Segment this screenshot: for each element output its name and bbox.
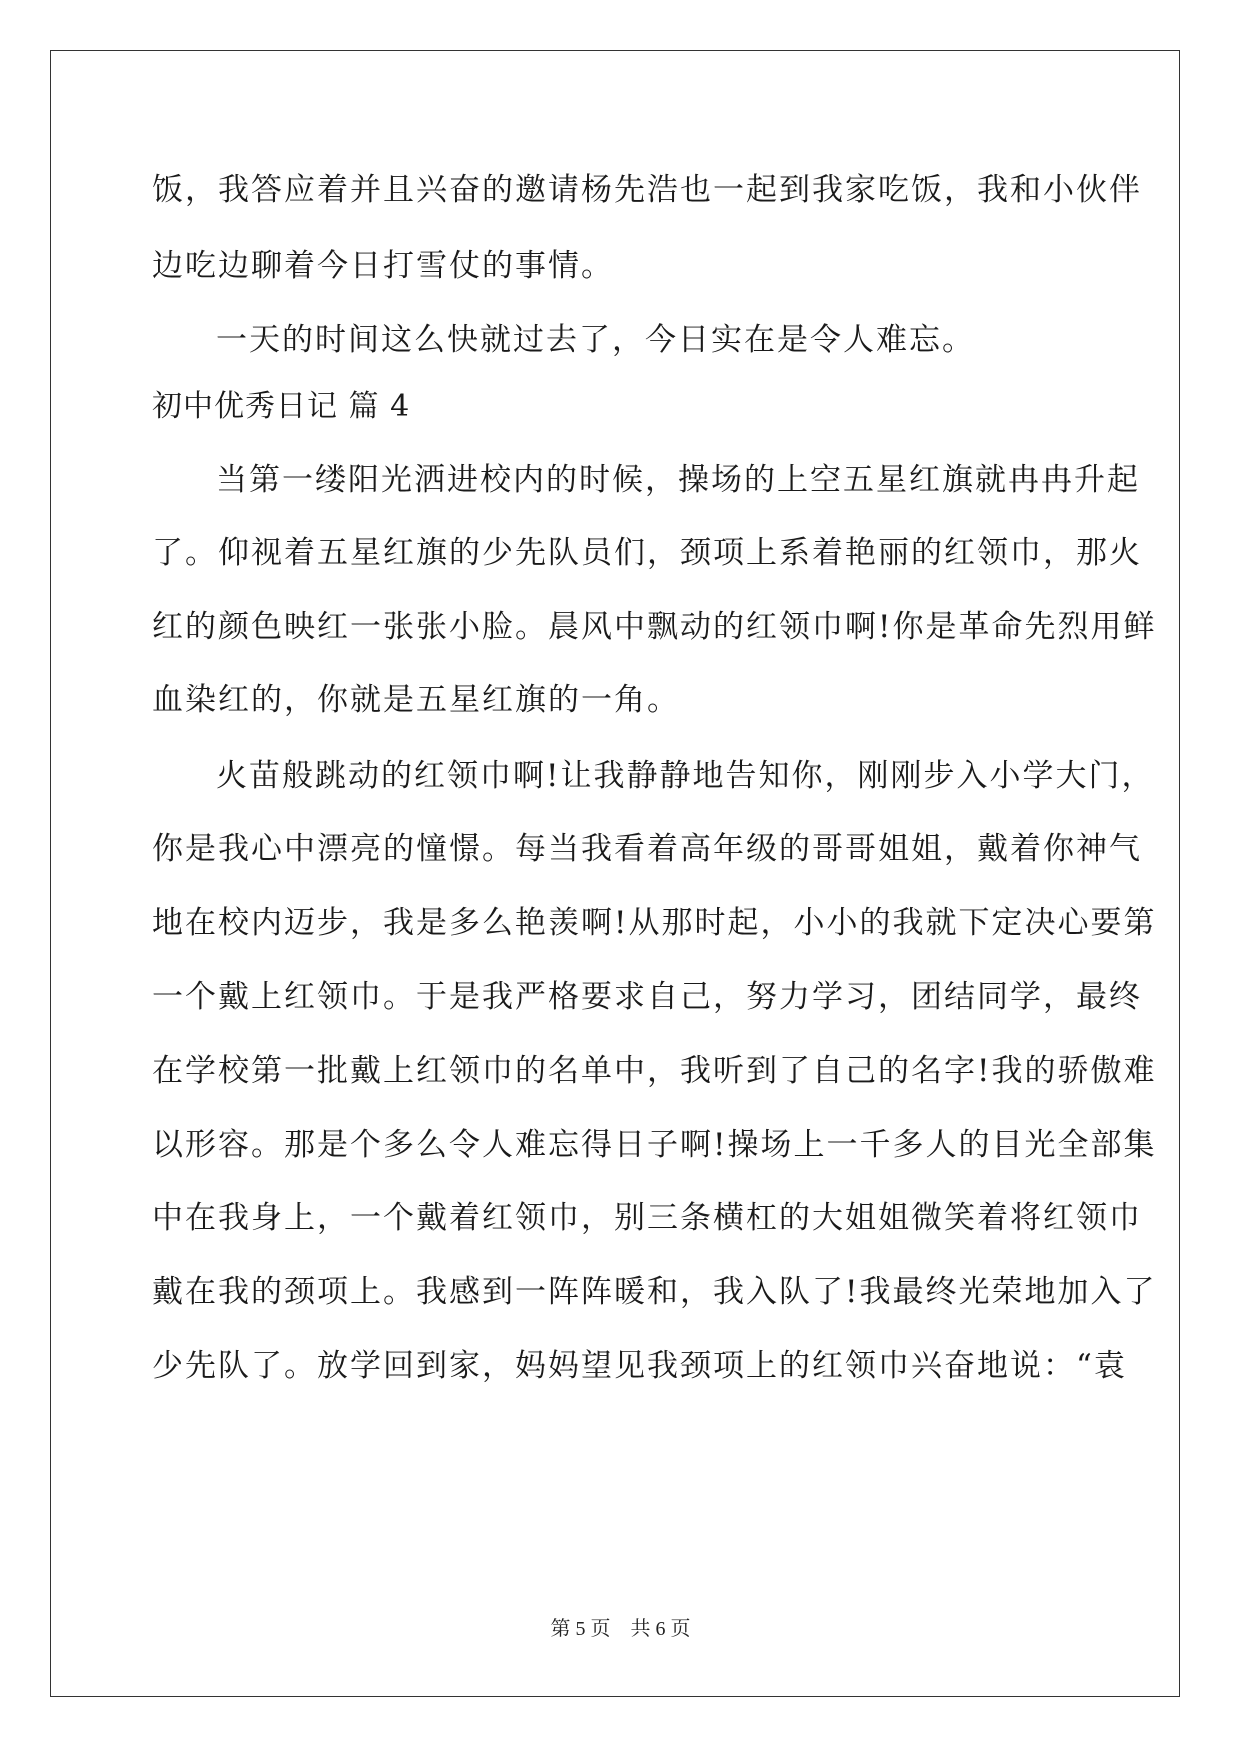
paragraph-line: 红的颜色映红一张张小脸。晨风中飘动的红领巾啊!你是革命先烈用鲜 [152,609,1157,645]
paragraph-line: 在学校第一批戴上红领巾的名单中，我听到了自己的名字!我的骄傲难 [152,1053,1157,1089]
paragraph-line: 了。仰视着五星红旗的少先队员们，颈项上系着艳丽的红领巾，那火 [152,535,1142,571]
paragraph-line: 少先队了。放学回到家，妈妈望见我颈项上的红领巾兴奋地说：“袁 [152,1348,1127,1384]
section-heading: 初中优秀日记 篇 4 [152,389,411,424]
page-total: 共 6 页 [630,1618,691,1640]
paragraph-line: 边吃边聊着今日打雪仗的事情。 [152,248,614,284]
paragraph-line: 火苗般跳动的红领巾啊!让我静静地告知你，刚刚步入小学大门， [216,758,1155,794]
page-border [50,50,1180,1697]
paragraph-line: 以形容。那是个多么令人难忘得日子啊!操场上一千多人的目光全部集 [152,1127,1157,1163]
page-footer [0,1612,1241,1641]
paragraph-line: 一天的时间这么快就过去了，今日实在是令人难忘。 [216,322,975,358]
paragraph-line: 地在校内迈步，我是多么艳羡啊!从那时起，小小的我就下定决心要第 [152,905,1157,941]
paragraph-line: 一个戴上红领巾。于是我严格要求自己，努力学习，团结同学，最终 [152,979,1142,1015]
paragraph-line: 戴在我的颈项上。我感到一阵阵暖和，我入队了!我最终光荣地加入了 [152,1274,1157,1310]
paragraph-line: 血染红的，你就是五星红旗的一角。 [152,682,680,718]
paragraph-line: 你是我心中漂亮的憧憬。每当我看着高年级的哥哥姐姐，戴着你神气 [152,831,1142,867]
page-number: 第 5 页 [550,1618,611,1640]
paragraph-line: 饭，我答应着并且兴奋的邀请杨先浩也一起到我家吃饭，我和小伙伴 [152,172,1142,208]
paragraph-line: 当第一缕阳光洒进校内的时候，操场的上空五星红旗就冉冉升起 [216,462,1140,498]
paragraph-line: 中在我身上，一个戴着红领巾，别三条横杠的大姐姐微笑着将红领巾 [152,1200,1142,1236]
